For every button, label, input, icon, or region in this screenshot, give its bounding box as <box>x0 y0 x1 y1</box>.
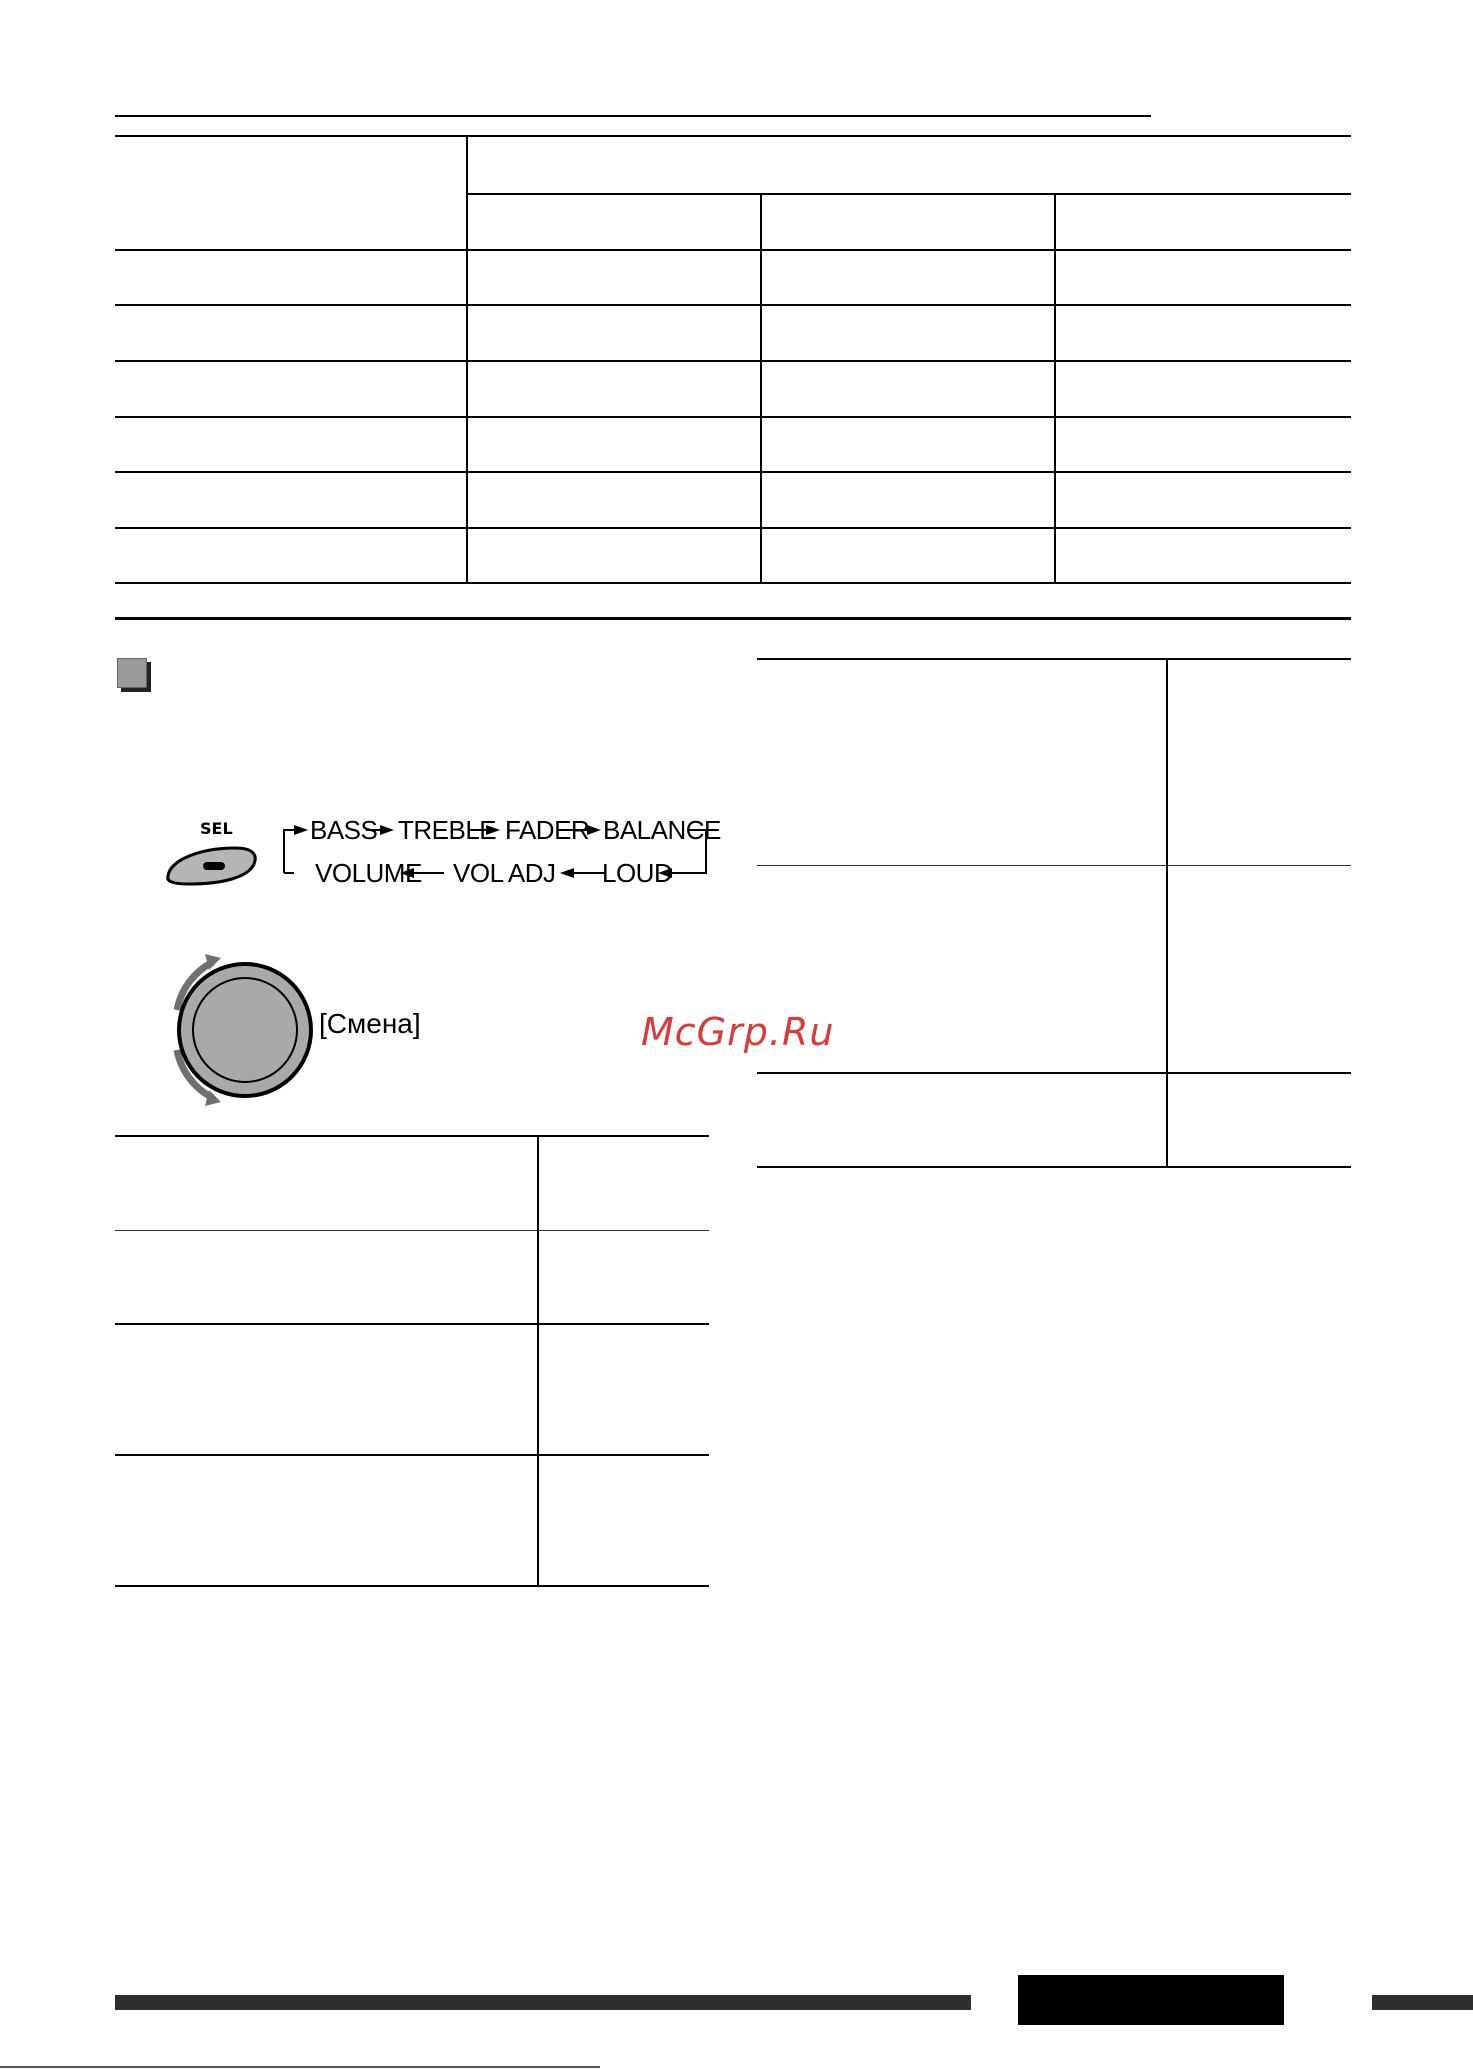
flow-item-vol-adj: VOL ADJ <box>453 858 556 888</box>
table-bottom-line <box>115 582 1351 584</box>
control-dial[interactable] <box>155 950 315 1110</box>
table-row <box>115 1230 709 1231</box>
table-column-divider <box>1166 658 1168 1168</box>
table-column-divider <box>537 1135 539 1587</box>
table-row <box>115 527 1351 529</box>
table-row <box>757 1072 1351 1074</box>
table-subheader-line <box>467 193 1351 195</box>
square-bullet-icon <box>117 658 151 692</box>
flow-item-balance: BALANCE <box>603 815 721 845</box>
page-number-box <box>1018 1975 1284 2025</box>
flow-item-bass: BASS <box>310 815 378 845</box>
table-bottom-line <box>115 1585 709 1587</box>
table-row <box>115 360 1351 362</box>
bottom-edge-line <box>0 2066 600 2068</box>
top-rule <box>115 115 1151 117</box>
footer-bar-left <box>115 1995 971 2010</box>
dial-label: [Смена] <box>319 1008 421 1039</box>
table-header-line <box>115 135 1351 137</box>
flow-item-treble: TREBLE <box>398 815 497 845</box>
table-row <box>115 1454 709 1456</box>
flow-item-fader: FADER <box>505 815 590 845</box>
table-column-divider <box>760 193 762 584</box>
table-row <box>115 471 1351 473</box>
watermark: McGrp.Ru <box>641 1010 835 1054</box>
table-row <box>115 416 1351 418</box>
table-row <box>115 304 1351 306</box>
flow-item-volume: VOLUME <box>315 858 422 888</box>
right-table <box>757 658 1351 1170</box>
table-bottom-line <box>757 1166 1351 1168</box>
footer-bar-right <box>1372 1995 1473 2010</box>
table-row <box>115 1135 709 1137</box>
table-column-divider <box>466 135 468 584</box>
table-row <box>115 1323 709 1325</box>
flow-item-loud: LOUD <box>602 858 673 888</box>
sel-button[interactable] <box>160 840 260 890</box>
top-table <box>115 135 1351 585</box>
left-table <box>115 1135 709 1587</box>
table-row <box>757 658 1351 660</box>
sel-button-label: SEL <box>200 819 233 838</box>
section-divider <box>115 617 1351 620</box>
table-row <box>757 865 1351 866</box>
table-row <box>115 249 1351 251</box>
table-column-divider <box>1054 193 1056 584</box>
